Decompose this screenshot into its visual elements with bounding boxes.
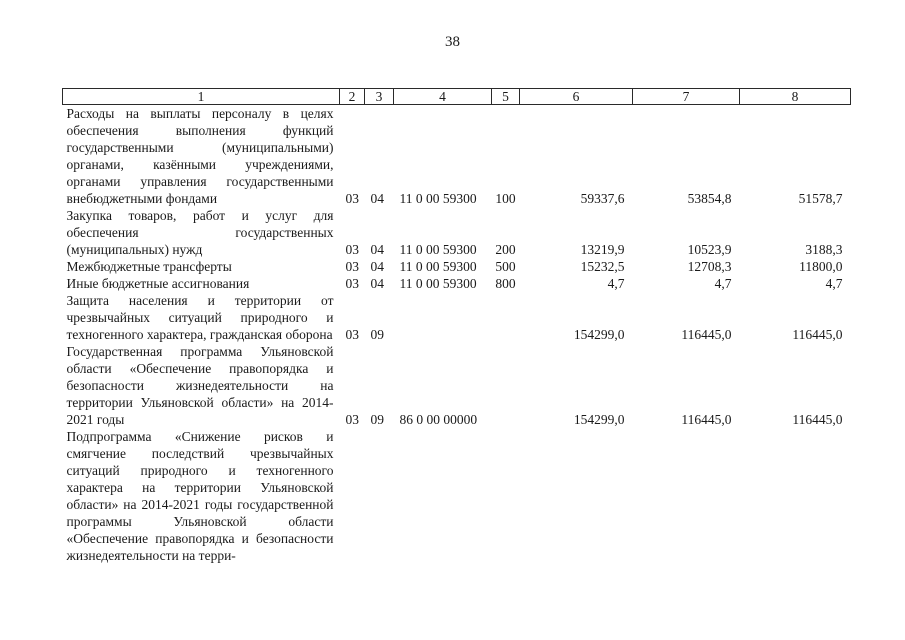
- section-code: 03: [345, 259, 359, 274]
- amount-col-8: 116445,0: [792, 412, 843, 427]
- row-name: Расходы на выплаты персоналу в целях обеспечения выполнения функций государственными (муниципальными) органами, казёнными учреждениями, органами управления государственными внебюджетными фондами: [66, 106, 334, 206]
- subsection-code: 09: [370, 412, 384, 427]
- table-row: [63, 428, 851, 564]
- column-header: 1: [63, 89, 340, 105]
- expense-type-code: [492, 343, 520, 428]
- table-row: [63, 105, 851, 208]
- column-number-header: [63, 89, 851, 105]
- amount-col-6: 13219,9: [580, 242, 625, 257]
- amount-col-6: 154299,0: [573, 327, 625, 342]
- amount-col-8: [740, 428, 851, 564]
- row-name: Защита населения и территории от чрезвычайных ситуаций природного и техногенного характера, гражданская оборона: [66, 293, 334, 342]
- section-code: 03: [345, 191, 359, 206]
- table-row: [63, 258, 851, 275]
- subsection-code: [365, 428, 394, 564]
- expense-type-code: 500: [495, 259, 516, 274]
- expense-type-code: [492, 428, 520, 564]
- expense-type-code: 200: [495, 242, 516, 257]
- amount-col-8: 4,7: [825, 276, 843, 291]
- section-code: 03: [345, 276, 359, 291]
- amount-col-7: 116445,0: [681, 327, 732, 342]
- table-row: [63, 292, 851, 343]
- amount-col-7: 12708,3: [687, 259, 732, 274]
- amount-col-8: 3188,3: [805, 242, 843, 257]
- amount-col-7: [633, 428, 740, 564]
- table-row: [63, 275, 851, 292]
- table-row: [63, 343, 851, 428]
- row-name: Подпрограмма «Снижение рисков и смягчение последствий чрезвычайных ситуаций природного и техногенного характера на территории Ульяновской области» на 2014-2021 годы государственной программы Ульяновской области «Обеспечение правопорядка и безопасности жизнедеятельности на терри-: [66, 429, 334, 563]
- row-name: Межбюджетные трансферты: [66, 259, 232, 274]
- target-article-code: 11 0 00 59300: [399, 191, 477, 206]
- subsection-code: 09: [370, 327, 384, 342]
- target-article-code: [394, 428, 492, 564]
- amount-col-7: 4,7: [714, 276, 732, 291]
- column-header: 4: [394, 89, 492, 105]
- section-code: 03: [345, 242, 359, 257]
- amount-col-6: [520, 428, 633, 564]
- subsection-code: 04: [370, 259, 384, 274]
- expense-type-code: 800: [495, 276, 516, 291]
- amount-col-7: 116445,0: [681, 412, 732, 427]
- column-header: 7: [633, 89, 740, 105]
- amount-col-6: 15232,5: [580, 259, 625, 274]
- target-article-code: 11 0 00 59300: [399, 259, 477, 274]
- column-header: 2: [340, 89, 365, 105]
- amount-col-8: 51578,7: [798, 191, 843, 206]
- amount-col-6: 154299,0: [573, 412, 625, 427]
- column-header: 5: [492, 89, 520, 105]
- subsection-code: 04: [370, 242, 384, 257]
- subsection-code: 04: [370, 276, 384, 291]
- column-header: 3: [365, 89, 394, 105]
- amount-col-6: 4,7: [607, 276, 625, 291]
- expense-type-code: 100: [495, 191, 516, 206]
- expense-type-code: [492, 292, 520, 343]
- column-header: 6: [520, 89, 633, 105]
- table-row: [63, 207, 851, 258]
- page-number: 38: [445, 34, 460, 50]
- amount-col-8: 11800,0: [799, 259, 843, 274]
- amount-col-8: 116445,0: [792, 327, 843, 342]
- row-name: Закупка товаров, работ и услуг для обеспечения государственных (муниципальных) нужд: [66, 208, 334, 257]
- target-article-code: 11 0 00 59300: [399, 242, 477, 257]
- amount-col-7: 10523,9: [687, 242, 732, 257]
- target-article-code: 11 0 00 59300: [399, 276, 477, 291]
- subsection-code: 04: [370, 191, 384, 206]
- amount-col-7: 53854,8: [687, 191, 732, 206]
- section-code: 03: [345, 412, 359, 427]
- section-code: 03: [345, 327, 359, 342]
- column-header: 8: [740, 89, 851, 105]
- section-code: [340, 428, 365, 564]
- row-name: Иные бюджетные ассигнования: [66, 276, 250, 291]
- budget-table: [62, 88, 851, 564]
- target-article-code: [394, 292, 492, 343]
- amount-col-6: 59337,6: [580, 191, 625, 206]
- target-article-code: 86 0 00 00000: [399, 412, 478, 427]
- row-name: Государственная программа Ульяновской области «Обеспечение правопорядка и безопасности жизнедеятельности на территории Ульяновской области» на 2014-2021 годы: [66, 344, 334, 427]
